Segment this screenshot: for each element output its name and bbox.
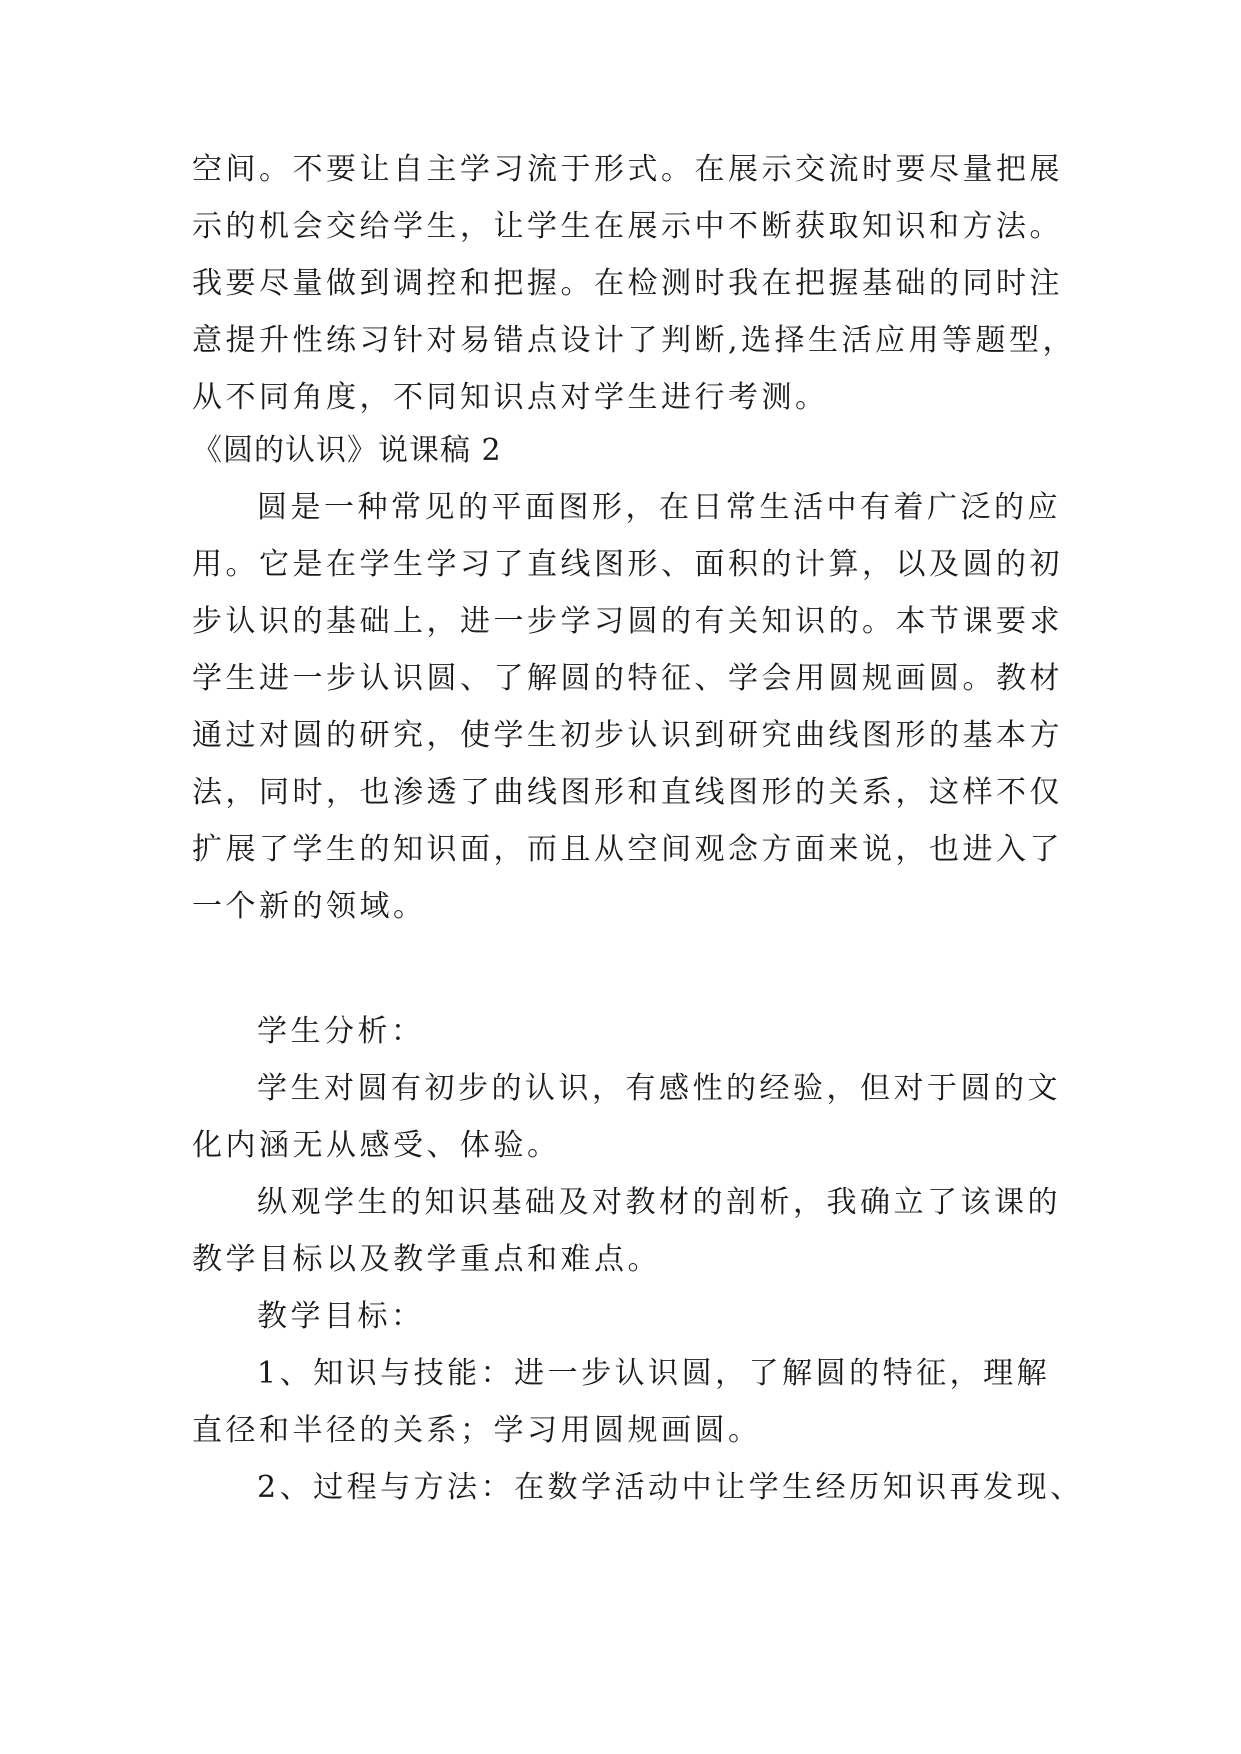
paragraph-line: 学生进一步认识圆、了解圆的特征、学会用圆规画圆。教材: [192, 661, 1063, 696]
paragraph-line: 一个新的领域。: [192, 889, 427, 924]
section-title: 《圆的认识》说课稿 2: [192, 433, 502, 468]
paragraph-line: 用。它是在学生学习了直线图形、面积的计算，以及圆的初: [192, 547, 1063, 582]
intro-line: 意提升性练习针对易错点设计了判断,选择生活应用等题型，: [192, 323, 1077, 358]
paragraph-line: 1、知识与技能：进一步认识圆，了解圆的特征，理解: [257, 1356, 1051, 1391]
intro-line: 我要尽量做到调控和把握。在检测时我在把握基础的同时注: [192, 266, 1063, 301]
paragraph-line: 化内涵无从感受、体验。: [192, 1128, 561, 1163]
paragraph-line: 2、过程与方法：在数学活动中让学生经历知识再发现、: [257, 1470, 1084, 1505]
paragraph-line: 纵观学生的知识基础及对教材的剖析，我确立了该课的: [257, 1185, 1061, 1220]
paragraph-line: 扩展了学生的知识面，而且从空间观念方面来说，也进入了: [192, 832, 1063, 867]
teaching-goals-heading: 教学目标：: [257, 1299, 425, 1334]
paragraph-line: 学生对圆有初步的认识，有感性的经验，但对于圆的文: [257, 1071, 1061, 1106]
paragraph-line: 步认识的基础上，进一步学习圆的有关知识的。本节课要求: [192, 604, 1063, 639]
paragraph-line: 教学目标以及教学重点和难点。: [192, 1242, 661, 1277]
paragraph-line: 法，同时，也渗透了曲线图形和直线图形的关系，这样不仅: [192, 775, 1063, 810]
paragraph-line: 直径和半径的关系；学习用圆规画圆。: [192, 1413, 762, 1448]
intro-line: 空间。不要让自主学习流于形式。在展示交流时要尽量把展: [192, 152, 1063, 187]
intro-line: 示的机会交给学生，让学生在展示中不断获取知识和方法。: [192, 209, 1063, 244]
paragraph-line: 通过对圆的研究，使学生初步认识到研究曲线图形的基本方: [192, 718, 1063, 753]
student-analysis-heading: 学生分析：: [257, 1014, 425, 1049]
paragraph-line: 圆是一种常见的平面图形，在日常生活中有着广泛的应: [257, 490, 1061, 525]
intro-line: 从不同角度，不同知识点对学生进行考测。: [192, 380, 829, 415]
